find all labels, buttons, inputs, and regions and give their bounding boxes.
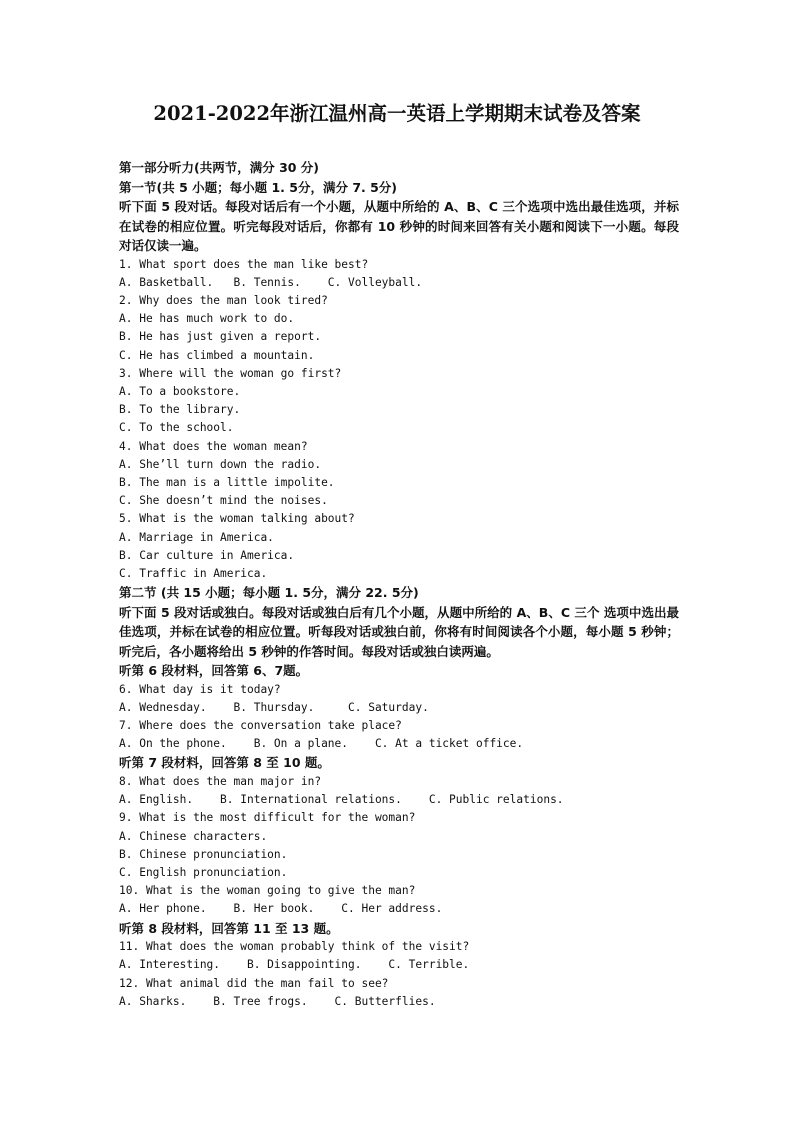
question-options: A. English. B. International relations. C. Public relations. bbox=[119, 793, 564, 807]
question: 8. What does the man major in? bbox=[119, 774, 322, 788]
option: B. The man is a little impolite. bbox=[119, 475, 335, 489]
part-heading: 第一部分听力(共两节，满分 30 分) bbox=[119, 160, 320, 175]
option: A. Marriage in America. bbox=[119, 530, 274, 544]
question: 12. What animal did the man fail to see? bbox=[119, 976, 389, 990]
option: C. Traffic in America. bbox=[119, 566, 268, 580]
material-heading: 听第 6 段材料，回答第 6、7题。 bbox=[119, 663, 309, 679]
option: B. To the library. bbox=[119, 403, 241, 417]
exam-content bbox=[119, 158, 679, 1011]
question: 4. What does the woman mean? bbox=[119, 439, 308, 453]
material-heading: 听第 8 段材料，回答第 11 至 13 题。 bbox=[119, 920, 339, 936]
option: A. To a bookstore. bbox=[119, 384, 241, 398]
option: A. Chinese characters. bbox=[119, 829, 268, 843]
material-heading: 听第 7 段材料，回答第 8 至 10 题。 bbox=[119, 755, 330, 771]
option: B. Chinese pronunciation. bbox=[119, 847, 288, 861]
question: 3. Where will the woman go first? bbox=[119, 366, 342, 380]
question-options: A. On the phone. B. On a plane. C. At a ticket office. bbox=[119, 737, 524, 751]
question: 11. What does the woman probably think of the visit? bbox=[119, 940, 470, 954]
question: 10. What is the woman going to give the man? bbox=[119, 884, 416, 898]
option: B. Car culture in America. bbox=[119, 548, 295, 562]
question: 2. Why does the man look tired? bbox=[119, 293, 328, 307]
option: C. English pronunciation. bbox=[119, 865, 288, 879]
section-heading: 第二节 (共 15 小题；每小题 1. 5分，满分 22. 5分) bbox=[119, 585, 419, 601]
question-options: A. Her phone. B. Her book. C. Her address. bbox=[119, 902, 443, 916]
question-options: A. Sharks. B. Tree frogs. C. Butterflies. bbox=[119, 994, 436, 1008]
option: A. She’ll turn down the radio. bbox=[119, 457, 322, 471]
question: 1. What sport does the man like best? bbox=[119, 257, 369, 271]
section-heading: 第一节(共 5 小题；每小题 1. 5分，满分 7. 5分) bbox=[119, 179, 398, 195]
section-instructions: 听下面 5 段对话或独白。每段对话或独白后有几个小题，从题中所给的 A、B、C 三个 选项中选出最佳选项，并标在试卷的相应位置。听每段对话或独白前，你将有时间阅读各个小题，每小题 5 秒钟；听完后，各小题将给出 5 秒钟的作答时间。每段对话或独白读两遍。 bbox=[119, 604, 679, 659]
option: A. He has much work to do. bbox=[119, 312, 295, 326]
page-title: 2021-2022年浙江温州高一英语上学期期末试卷及答案 bbox=[153, 102, 641, 125]
section-instructions: 听下面 5 段对话。每段对话后有一个小题，从题中所给的 A、B、C 三个选项中选出最佳选项，并标在试卷的相应位置。听完每段对话后，你都有 10 秒钟的时间来回答有关小题和阅读下一小题。每段对话仅读一遍。 bbox=[119, 199, 679, 253]
option: C. She doesn’t mind the noises. bbox=[119, 494, 328, 508]
question-options: A. Basketball. B. Tennis. C. Volleyball. bbox=[119, 275, 423, 289]
question-options: A. Wednesday. B. Thursday. C. Saturday. bbox=[119, 700, 429, 714]
question: 7. Where does the conversation take place? bbox=[119, 719, 402, 733]
question: 6. What day is it today? bbox=[119, 682, 281, 696]
option: C. To the school. bbox=[119, 421, 234, 435]
question: 5. What is the woman talking about? bbox=[119, 512, 355, 526]
option: C. He has climbed a mountain. bbox=[119, 348, 315, 362]
question-options: A. Interesting. B. Disappointing. C. Terrible. bbox=[119, 958, 470, 972]
option: B. He has just given a report. bbox=[119, 330, 322, 344]
question: 9. What is the most difficult for the woman? bbox=[119, 811, 416, 825]
